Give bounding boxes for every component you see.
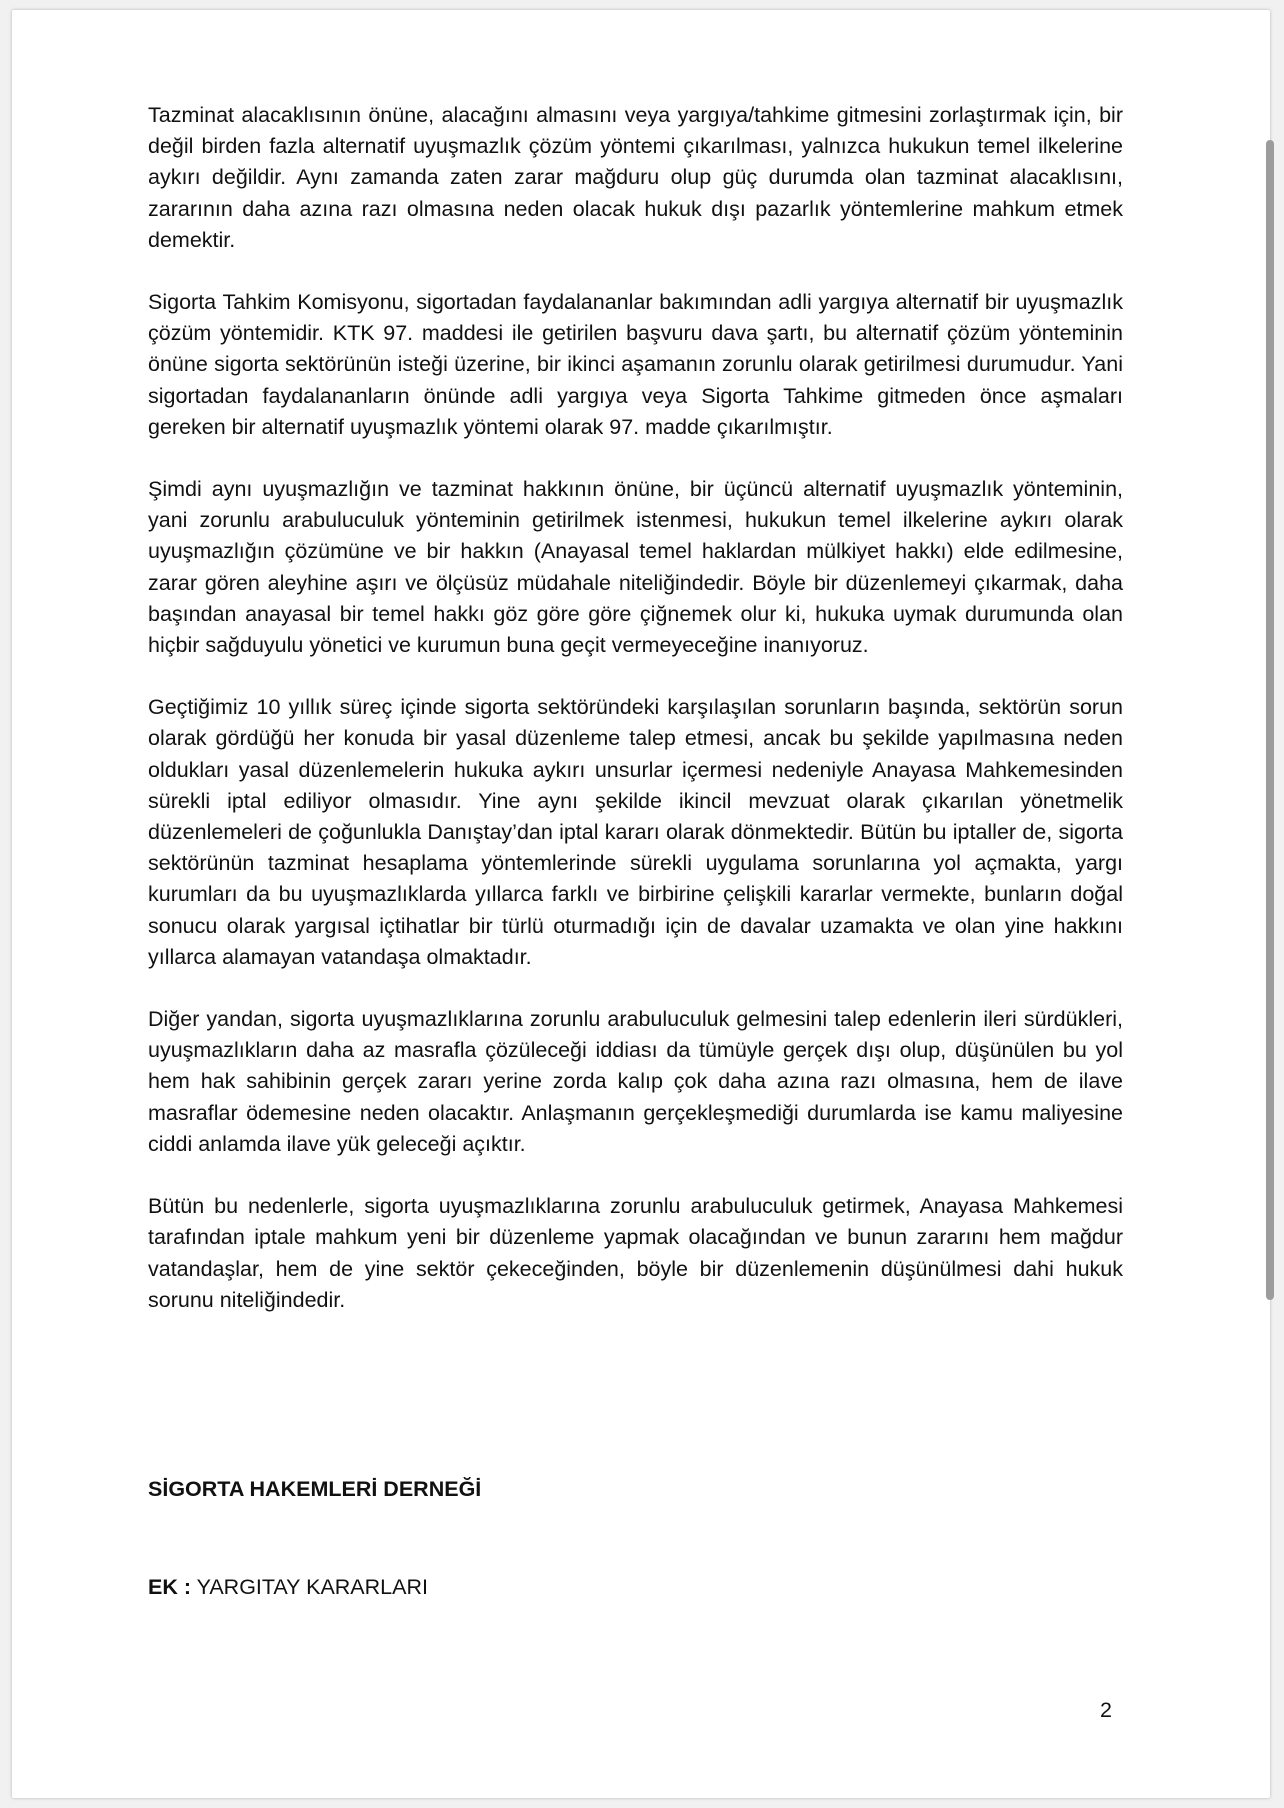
annex-label: EK :	[148, 1575, 191, 1599]
page-number: 2	[1100, 1698, 1112, 1722]
organization-signature: SİGORTA HAKEMLERİ DERNEĞİ	[148, 1477, 482, 1501]
annex-line	[148, 1575, 428, 1600]
scrollbar-thumb[interactable]	[1266, 140, 1274, 1300]
document-body	[148, 100, 1123, 1347]
paragraph-5: Diğer yandan, sigorta uyuşmazlıklarına zorunlu arabuluculuk gelmesini talep edenlerin ileri sürdükleri, uyuşmazlıkların daha az masrafla çözüleceği iddiası da tümüyle gerçek dışı olup, düşünülen bu yol hem hak sahibinin gerçek zararı yerine zorda kalıp çok daha azına razı olmasına, hem de ilave masraflar ödemesine neden olacaktır. Anlaşmanın gerçekleşmediği durumlarda ise kamu maliyesine ciddi anlamda ilave yük geleceği açıktır.	[148, 1007, 1123, 1156]
paragraph-1: Tazminat alacaklısının önüne, alacağını almasını veya yargıya/tahkime gitmesini zorlaştırmak için, bir değil birden fazla alternatif uyuşmazlık çözüm yöntemi çıkarılması, yalnızca hukukun temel ilkelerine aykırı değildir. Aynı zamanda zaten zarar mağduru olup güç durumda olan tazminat alacaklısını, zararının daha azına razı olmasına neden olacak hukuk dışı pazarlık yöntemlerine mahkum etmek demektir.	[148, 103, 1123, 252]
paragraph-2: Sigorta Tahkim Komisyonu, sigortadan faydalananlar bakımından adli yargıya alternatif bir uyuşmazlık çözüm yöntemidir. KTK 97. maddesi ile getirilen başvuru dava şartı, bu alternatif çözüm yönteminin önüne sigorta sektörünün isteği üzerine, bir ikinci aşamanın zorunlu olarak getirilmesi durumudur. Yani sigortadan faydalananların önünde adli yargıya veya Sigorta Tahkime gitmeden önce aşmaları gereken bir alternatif uyuşmazlık yöntemi olarak 97. madde çıkarılmıştır.	[148, 290, 1123, 439]
annex-text: YARGITAY KARARLARI	[191, 1575, 428, 1599]
paragraph-6: Bütün bu nedenlerle, sigorta uyuşmazlıklarına zorunlu arabuluculuk getirmek, Anayasa Mahkemesi tarafından iptale mahkum yeni bir düzenleme yapmak olacağından ve bunun zararını hem mağdur vatandaşlar, hem de yine sektör çekeceğinden, böyle bir düzenlemenin düşünülmesi dahi hukuk sorunu niteliğindedir.	[148, 1194, 1123, 1312]
paragraph-4: Geçtiğimiz 10 yıllık süreç içinde sigorta sektöründeki karşılaşılan sorunların başında, sektörün sorun olarak gördüğü her konuda bir yasal düzenleme talep etmesi, ancak bu şekilde yapılmasına neden oldukları yasal düzenlemelerin hukuka aykırı unsurlar içermesi nedeniyle Anayasa Mahkemesinden sürekli iptal ediliyor olmasıdır. Yine aynı şekilde ikincil mevzuat olarak çıkarılan yönetmelik düzenlemeleri de çoğunlukla Danıştay’dan iptal kararı olarak dönmektedir. Bütün bu iptaller de, sigorta sektörünün tazminat hesaplama yöntemlerinde sürekli uygulama sorunlarına yol açmakta, yargı kurumları da bu uyuşmazlıklarda yıllarca farklı ve birbirine çelişkili kararlar vermekte, bunların doğal sonucu olarak yargısal içtihatlar bir türlü oturmadığı için de davalar uzamakta ve olan yine hakkını yıllarca alamayan vatandaşa olmaktadır.	[148, 695, 1123, 969]
paragraph-3: Şimdi aynı uyuşmazlığın ve tazminat hakkının önüne, bir üçüncü alternatif uyuşmazlık yönteminin, yani zorunlu arabuluculuk yönteminin getirilmek istenmesi, hukukun temel ilkelerine aykırı olarak uyuşmazlığın çözümüne ve bir hakkın (Anayasal temel haklardan mülkiyet hakkı) elde edilmesine, zarar gören aleyhine aşırı ve ölçüsüz müdahale niteliğindedir. Böyle bir düzenlemeyi çıkarmak, daha başından anayasal bir temel hakkı göz göre göre çiğnemek olur ki, hukuka uymak durumunda olan hiçbir sağduyulu yönetici ve kurumun buna geçit vermeyeceğine inanıyoruz.	[148, 477, 1123, 658]
